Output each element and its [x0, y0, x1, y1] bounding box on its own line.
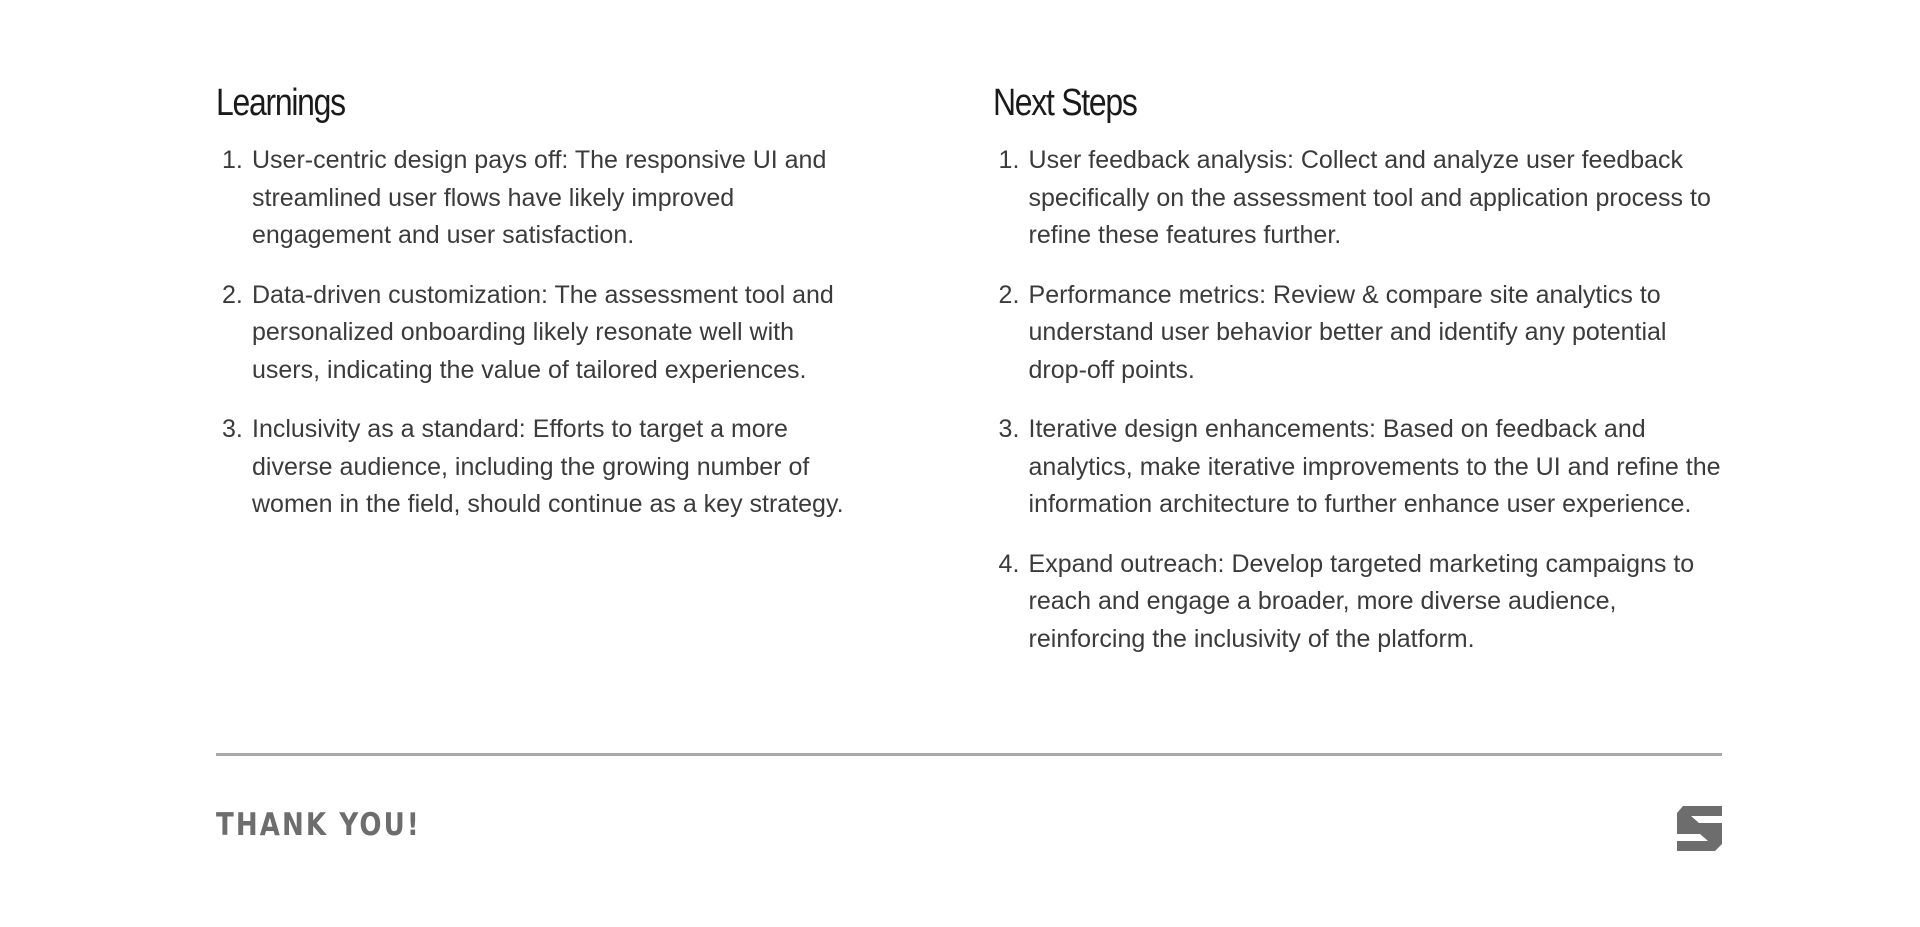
learnings-title: Learnings — [216, 82, 345, 124]
footer-divider — [216, 753, 1722, 756]
next-steps-section — [993, 78, 1722, 680]
learnings-list — [216, 142, 861, 524]
next-steps-list — [993, 142, 1722, 658]
list-item: Data-driven customization: The assessment tool and personalized onboarding likely resonate well with users, indicating the value of tailored experiences. — [252, 280, 834, 384]
list-item: User feedback analysis: Collect and analyze user feedback specifically on the assessment tool and application process to refine these features further. — [1028, 146, 1711, 249]
s-logo-shape — [1677, 806, 1722, 851]
list-item: Inclusivity as a standard: Efforts to target a more diverse audience, including the growing number of women in the field, should continue as a key strategy. — [252, 415, 844, 518]
list-item: Iterative design enhancements: Based on feedback and analytics, make iterative improvements to the UI and refine the information architecture to further enhance user experience. — [1028, 415, 1721, 518]
list-item: User-centric design pays off: The responsive UI and streamlined user flows have likely improved engagement and user satisfaction. — [252, 146, 827, 249]
s-logo-icon — [1677, 806, 1722, 851]
learnings-section — [216, 78, 861, 680]
next-steps-title: Next Steps — [992, 82, 1137, 124]
list-item: Expand outreach: Develop targeted marketing campaigns to reach and engage a broader, more diverse audience, reinforcing the inclusivity of the platform. — [1028, 549, 1695, 653]
list-item: Performance metrics: Review & compare site analytics to understand user behavior better and identify any potential drop-off points. — [1028, 280, 1667, 384]
main-content — [216, 78, 1722, 680]
thank-you-text: THANK YOU! — [216, 807, 421, 843]
